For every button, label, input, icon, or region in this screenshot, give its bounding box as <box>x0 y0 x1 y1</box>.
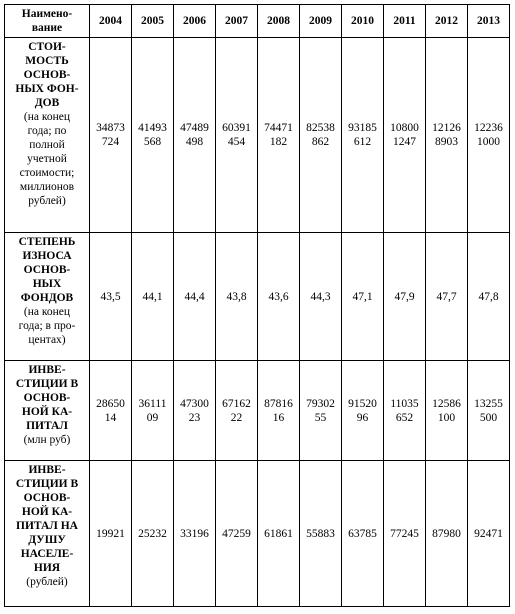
value-cell: 12126 8903 <box>426 38 468 233</box>
value-cell: 61861 <box>258 461 300 607</box>
value-cell: 82538 862 <box>300 38 342 233</box>
value-cell: 87816 16 <box>258 361 300 461</box>
header-year-cell: 2008 <box>258 5 300 38</box>
value-cell: 41493 568 <box>132 38 174 233</box>
header-name-cell: Наимено- вание <box>5 5 90 38</box>
value-cell: 47259 <box>216 461 258 607</box>
table-row <box>5 233 510 361</box>
value-cell: 60391 454 <box>216 38 258 233</box>
header-year-cell: 2007 <box>216 5 258 38</box>
value-cell: 55883 <box>300 461 342 607</box>
header-row <box>5 5 510 38</box>
header-year-cell: 2006 <box>174 5 216 38</box>
value-cell: 47,7 <box>426 233 468 361</box>
value-cell: 47300 23 <box>174 361 216 461</box>
row-title: ИНВЕ- СТИЦИИ В ОСНОВ- НОЙ КА- ПИТАЛ НА ДУШУ НАСЕЛЕ- НИЯ <box>15 464 79 574</box>
value-cell: 12236 1000 <box>468 38 510 233</box>
value-cell: 44,3 <box>300 233 342 361</box>
row-note: (млн руб) <box>23 434 71 446</box>
row-title: СТЕПЕНЬ ИЗНОСА ОСНОВ- НЫХ ФОНДОВ <box>18 236 76 304</box>
row-name-cell <box>5 361 90 461</box>
header-year-cell: 2009 <box>300 5 342 38</box>
value-cell: 34873 724 <box>90 38 132 233</box>
value-cell: 28650 14 <box>90 361 132 461</box>
table-row <box>5 361 510 461</box>
value-cell: 47,8 <box>468 233 510 361</box>
value-cell: 44,4 <box>174 233 216 361</box>
value-cell: 44,1 <box>132 233 174 361</box>
header-year-cell: 2010 <box>342 5 384 38</box>
header-year-cell: 2012 <box>426 5 468 38</box>
table-row <box>5 38 510 233</box>
value-cell: 91520 96 <box>342 361 384 461</box>
value-cell: 19921 <box>90 461 132 607</box>
row-title: СТОИ- МОСТЬ ОСНОВ- НЫХ ФОН- ДОВ <box>15 41 79 109</box>
header-year-cell: 2011 <box>384 5 426 38</box>
value-cell: 43,8 <box>216 233 258 361</box>
value-cell: 47489 498 <box>174 38 216 233</box>
header-year-cell: 2004 <box>90 5 132 38</box>
row-title: ИНВЕ- СТИЦИИ В ОСНОВ- НОЙ КА- ПИТАЛ <box>15 364 79 432</box>
row-name-cell <box>5 233 90 361</box>
table-row <box>5 461 510 607</box>
header-year-cell: 2013 <box>468 5 510 38</box>
value-cell: 13255 500 <box>468 361 510 461</box>
value-cell: 67162 22 <box>216 361 258 461</box>
row-note: (на конец года; по полной учетной стоимости; миллионов рублей) <box>19 111 75 207</box>
row-name-cell <box>5 461 90 607</box>
row-note: (на конец года; в про- центах) <box>18 306 76 346</box>
value-cell: 43,5 <box>90 233 132 361</box>
value-cell: 93185 612 <box>342 38 384 233</box>
value-cell: 47,1 <box>342 233 384 361</box>
value-cell: 79302 55 <box>300 361 342 461</box>
row-note: (рублей) <box>26 576 68 588</box>
header-year-cell: 2005 <box>132 5 174 38</box>
value-cell: 33196 <box>174 461 216 607</box>
value-cell: 43,6 <box>258 233 300 361</box>
data-table <box>4 4 510 607</box>
value-cell: 74471 182 <box>258 38 300 233</box>
value-cell: 47,9 <box>384 233 426 361</box>
value-cell: 12586 100 <box>426 361 468 461</box>
value-cell: 92471 <box>468 461 510 607</box>
value-cell: 87980 <box>426 461 468 607</box>
value-cell: 63785 <box>342 461 384 607</box>
value-cell: 36111 09 <box>132 361 174 461</box>
value-cell: 77245 <box>384 461 426 607</box>
value-cell: 11035 652 <box>384 361 426 461</box>
value-cell: 10800 1247 <box>384 38 426 233</box>
value-cell: 25232 <box>132 461 174 607</box>
row-name-cell <box>5 38 90 233</box>
